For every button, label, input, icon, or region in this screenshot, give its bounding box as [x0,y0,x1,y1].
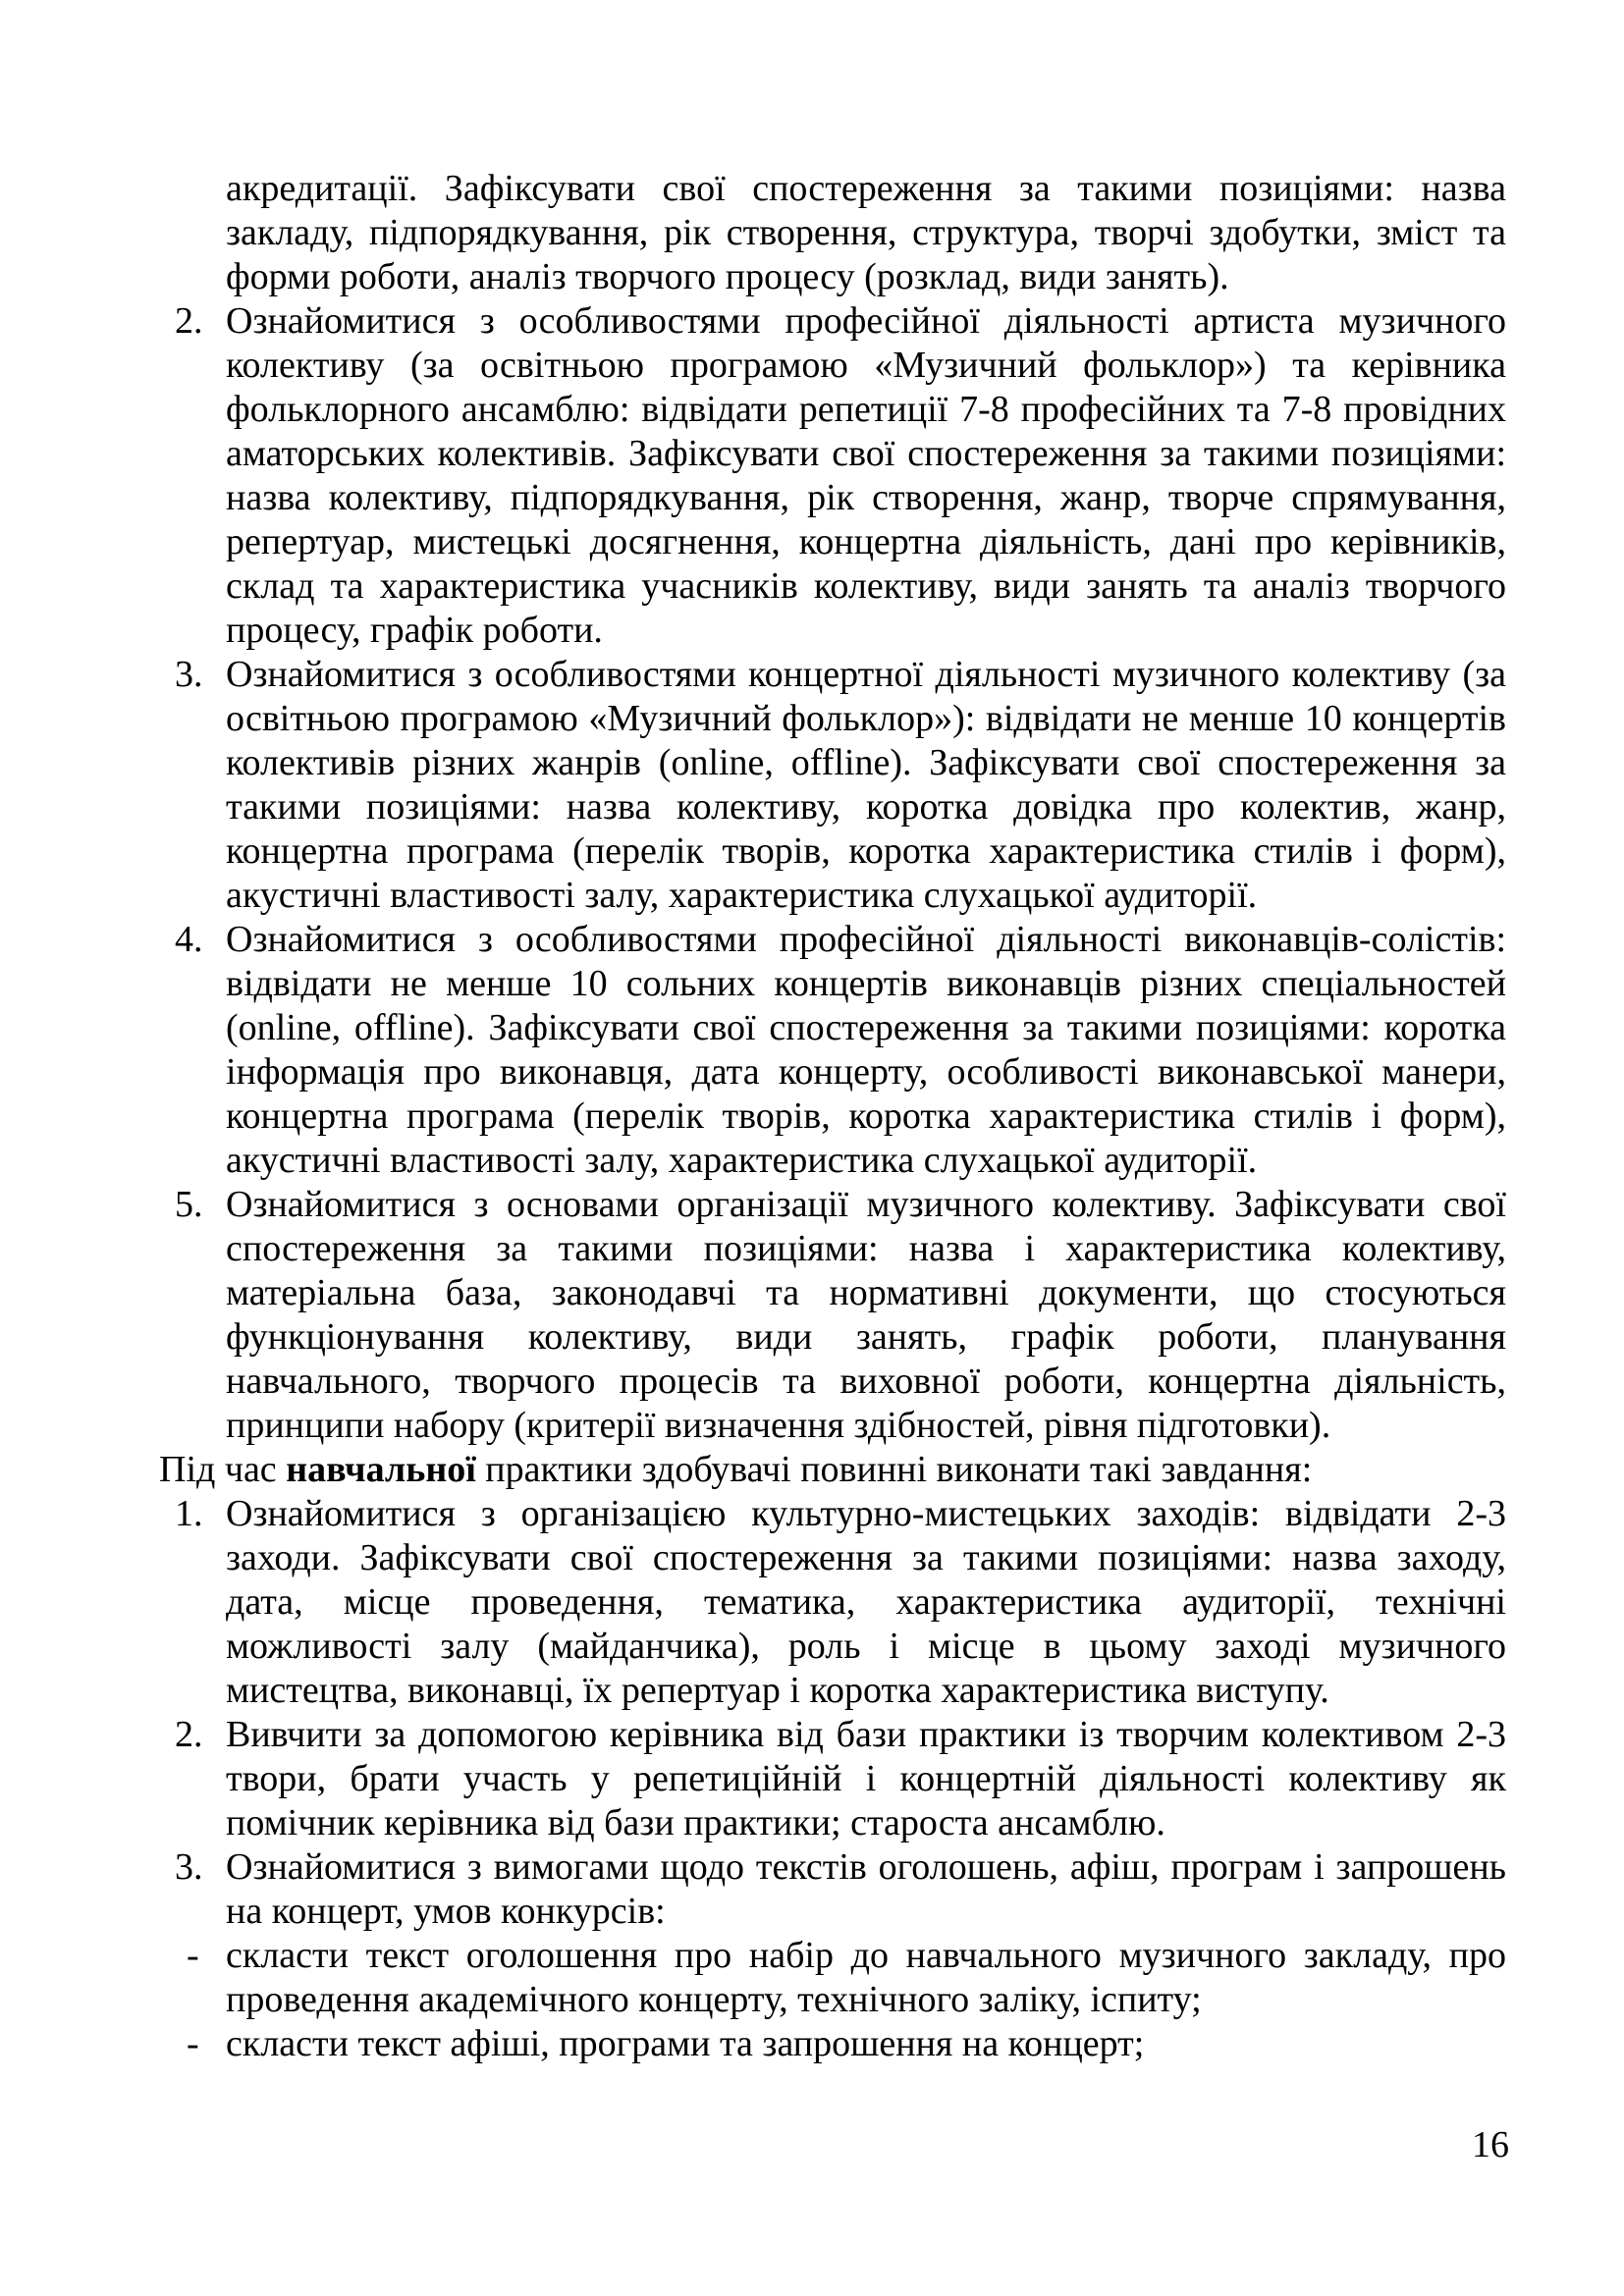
list-item [159,1492,1506,1713]
list-item-text: Ознайомитися з основами організації музичного колективу. Зафіксувати свої спостереження за такими позиціями: назва і характеристика колективу, матеріальна база, законодавчі та нормативні документи, що стосуються функціонування колективу, види занять, графік роботи, планування навчального, творчого процесів та виховної роботи, концертна діяльність, принципи набору (критерії визначення здібностей, рівня підготовки). [226,1184,1506,1446]
page-number: 16 [1472,2124,1509,2165]
list-item [159,1845,1506,1934]
intro-text-before: Під час [159,1449,287,1490]
list-item-number: 5. [175,1184,203,1225]
list-item-text: Ознайомитися з особливостями концертної діяльності музичного колективу (за освітньою програмою «Музичний фольклор»): відвідати не менше 10 концертів колективів різних жанрів (online, offline). Зафіксувати свої спостереження за такими позиціями: назва колективу, коротка довідка про колектив, жанр, концертна програма (перелік творів, коротка характеристика стилів і форм), акустичні властивості залу, характеристика слухацької аудиторії. [226,654,1506,916]
list-item-text: Ознайомитися з організацією культурно-мистецьких заходів: відвідати 2-3 заходи. Зафіксувати свої спостереження за такими позиціями: назва заходу, дата, місце проведення, тематика, характеристика аудиторії, технічні можливості залу (майданчика), роль і місце в цьому заході музичного мистецтва, виконавці, їх репертуар і коротка характеристика виступу. [226,1493,1506,1711]
list-item-number: 2. [175,300,203,342]
list-item-text: Ознайомитися з вимогами щодо текстів оголошень, афіш, програм і запрошень на концерт, умов конкурсів: [226,1846,1506,1932]
list-item [159,918,1506,1183]
list-item-number: 3. [175,1846,203,1888]
dash-marker: - [187,2023,199,2064]
numbered-list-training-tasks [159,1492,1506,1934]
dash-list-item [159,1934,1506,2022]
dash-marker: - [187,1935,199,1976]
list-item [159,299,1506,653]
dash-item-text: скласти текст афіші, програми та запрошення на концерт; [226,2023,1145,2064]
paragraph-training-practice-intro [159,1448,1506,1492]
list-item-text: Ознайомитися з особливостями професійної діяльності виконавців-солістів: відвідати не менше 10 сольних концертів виконавців різних спеціальностей (online, offline). Зафіксувати свої спостереження за такими позиціями: коротка інформація про виконавця, дата концерту, особливості виконавської манери, концертна програма (перелік творів, коротка характеристика стилів і форм), акустичні властивості залу, характеристика слухацької аудиторії. [226,919,1506,1181]
list-item [159,653,1506,918]
list-item-number: 2. [175,1714,203,1755]
dash-list-subtasks [159,1934,1506,2066]
numbered-list-observation-tasks [159,299,1506,1448]
dash-list-item [159,2022,1506,2066]
list-item [159,1713,1506,1845]
list-item [159,1183,1506,1448]
list-item-text: Вивчити за допомогою керівника від бази практики із творчим колективом 2-3 твори, брати участь у репетиційній і концертній діяльності колективу як помічник керівника від бази практики; староста ансамблю. [226,1714,1506,1843]
list-item-number: 3. [175,654,203,695]
page-content [159,167,1506,2066]
dash-item-text: скласти текст оголошення про набір до навчального музичного закладу, про проведення академічного концерту, технічного заліку, іспиту; [226,1935,1506,2020]
list-item-text: Ознайомитися з особливостями професійної діяльності артиста музичного колективу (за освітньою програмою «Музичний фольклор») та керівника фольклорного ансамблю: відвідати репетиції 7-8 професійних та 7-8 провідних аматорських колективів. Зафіксувати свої спостереження за такими позиціями: назва колективу, підпорядкування, рік створення, жанр, творче спрямування, репертуар, мистецькі досягнення, концертна діяльність, дані про керівників, склад та характеристика учасників колективу, види занять та аналіз творчого процесу, графік роботи. [226,300,1506,651]
list-item-number: 4. [175,919,203,960]
list-item-number: 1. [175,1493,203,1534]
paragraph-continuation: акредитації. Зафіксувати свої спостереження за такими позиціями: назва закладу, підпорядкування, рік створення, структура, творчі здобутки, зміст та форми роботи, аналіз творчого процесу (розклад, види занять). [226,168,1506,297]
intro-text-after: практики здобувачі повинні виконати такі завдання: [475,1449,1313,1490]
intro-bold-word: навчальної [286,1449,476,1490]
